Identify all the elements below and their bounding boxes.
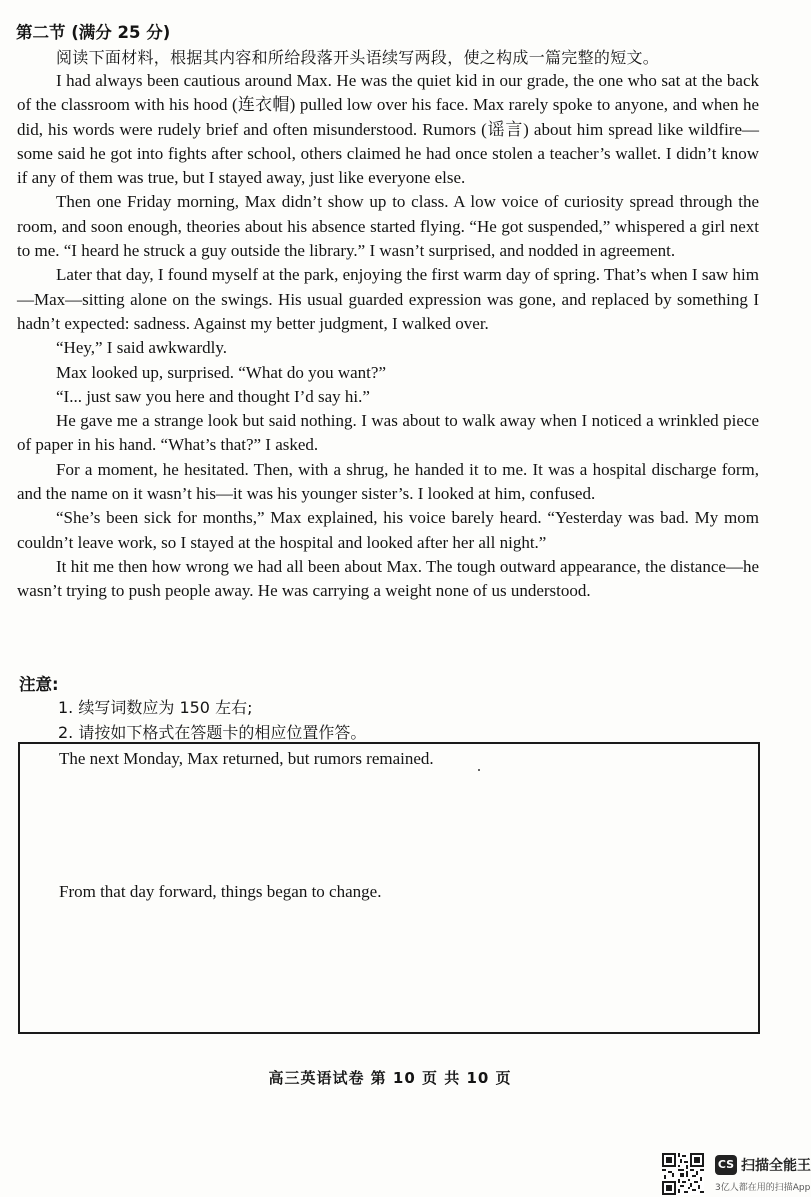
passage-paragraph: Then one Friday morning, Max didn’t show up to class. A low voice of curiosity spread through the room, and soon enough, theories about his absence started flying. “He got suspended,” whispered a girl next to me. “I heard he struck a guy outside the library.” I wasn’t surprised, and nodded in agreement. bbox=[17, 192, 759, 261]
passage-paragraph: He gave me a strange look but said nothing. I was about to walk away when I noticed a wrinkled piece of paper in his hand. “What’s that?” I asked. bbox=[17, 411, 759, 455]
passage-paragraph: “Hey,” I said awkwardly. bbox=[56, 338, 228, 358]
passage-paragraph: Max looked up, surprised. “What do you want?” bbox=[56, 362, 386, 382]
passage-paragraph: Later that day, I found myself at the park, enjoying the first warm day of spring. That’s when I saw him—Max—sitting alone on the swings. His usual guarded expression was gone, and replaced by something I hadn’t expected: sadness. Against my better judgment, I walked over. bbox=[17, 265, 759, 333]
section-title: 第二节 (满分 25 分) bbox=[16, 23, 171, 42]
passage-paragraph: For a moment, he hesitated. Then, with a shrug, he handed it to me. It was a hospital discharge form, and the name on it wasn’t his—it was his younger sister’s. I looked at him, confused. bbox=[17, 459, 759, 504]
note-item-word-count: 1. 续写词数应为 150 左右; bbox=[58, 698, 253, 717]
passage-paragraph: It hit me then how wrong we had all been about Max. The tough outward appearance, the distance—he wasn’t trying to push people away. He was carrying a weight none of us understood. bbox=[17, 556, 759, 601]
note-item-format: 2. 请按如下格式在答题卡的相应位置作答。 bbox=[58, 723, 367, 742]
passage-paragraph: “She’s been sick for months,” Max explained, his voice barely heard. “Yesterday was bad. My mom couldn’t leave work, so I stayed at the hospital and looked after her all night.” bbox=[17, 508, 759, 552]
reading-passage bbox=[17, 69, 759, 604]
paragraph-opening-1: The next Monday, Max returned, but rumors remained. bbox=[59, 749, 434, 768]
passage-paragraph: I had always been cautious around Max. He was the quiet kid in our grade, the one who sat at the back of the classroom with his hood (连衣帽) pulled low over his face. Max rarely spoke to anyone, and when he did, his words were rudely brief and often misunderstood. Rumors (谣言) about him spread like wildfire—some said he got into fights after school, others claimed he had once stolen a teacher’s wallet. I didn’t know if any of them was true, but I stayed away, just like everyone else. bbox=[17, 71, 759, 188]
notes-title: 注意: bbox=[19, 675, 59, 694]
ink-speck bbox=[478, 769, 480, 771]
page-footer: 高三英语试卷 第 10 页 共 10 页 bbox=[268, 1069, 512, 1087]
passage-paragraph: “I... just saw you here and thought I’d say hi.” bbox=[56, 386, 370, 406]
paragraph-opening-2: From that day forward, things began to change. bbox=[59, 882, 382, 901]
qr-code-icon bbox=[662, 1153, 704, 1195]
answer-box[interactable] bbox=[18, 742, 760, 1034]
scanner-app-name: 扫描全能王 bbox=[741, 1158, 811, 1174]
scanner-watermark bbox=[662, 1153, 811, 1197]
camscanner-logo-icon: CS bbox=[715, 1155, 737, 1175]
scanner-tagline: 3亿人都在用的扫描App bbox=[715, 1183, 811, 1193]
writing-instruction: 阅读下面材料，根据其内容和所给段落开头语续写两段，使之构成一篇完整的短文。 bbox=[56, 48, 660, 67]
